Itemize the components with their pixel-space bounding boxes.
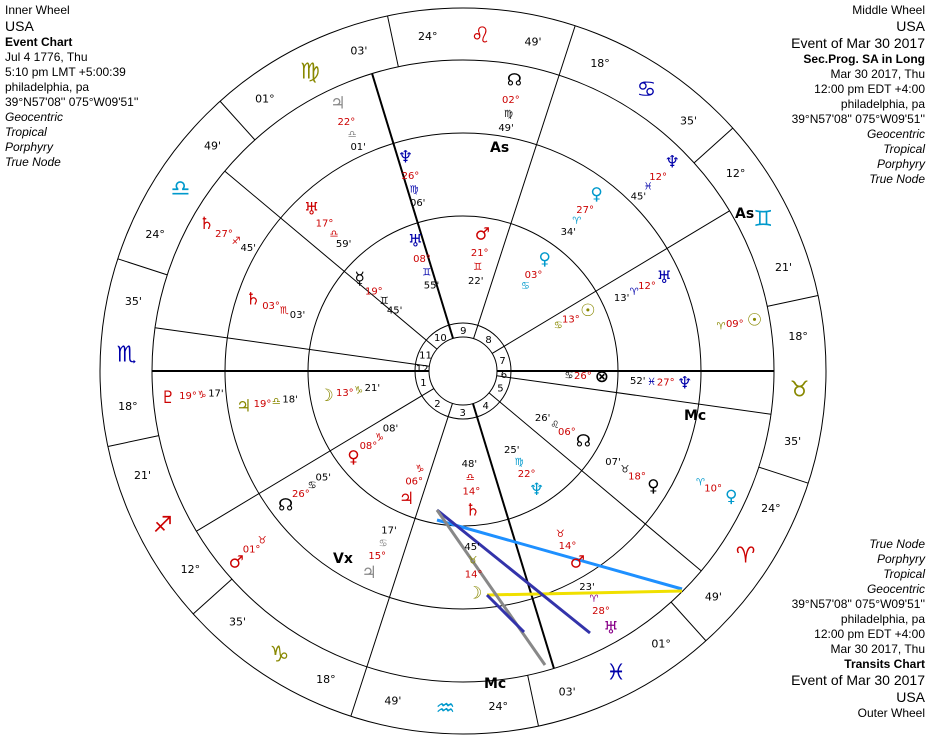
sign-boundary-line xyxy=(108,436,159,447)
axis-label: Mc xyxy=(484,676,507,692)
middle-planet-sign: ♏ xyxy=(279,305,289,317)
outer-planet-glyph: ♆ xyxy=(664,152,680,173)
inner-planet-minute: 45' xyxy=(386,305,403,317)
outer-planet-glyph: ♇ xyxy=(160,387,176,408)
outer-planet-glyph: ☉ xyxy=(746,310,763,331)
inner-zodiac-4: True Node xyxy=(5,155,61,169)
outer-zodiac-4: Geocentric xyxy=(866,582,925,596)
middle-planet-minute: 07' xyxy=(605,457,621,469)
inner-wheel-label: Inner Wheel xyxy=(5,3,70,17)
sign-degree-label: 24° xyxy=(145,227,165,241)
outer-planet-degree: 22° xyxy=(337,116,356,128)
middle-planet-glyph: ☊ xyxy=(278,495,294,516)
sign-minute-label: 49' xyxy=(524,35,542,49)
middle-planet-glyph: ♆ xyxy=(677,373,693,394)
axis-label: Mc xyxy=(684,408,707,424)
sign-minute-label: 03' xyxy=(350,44,368,58)
sign-degree-label: 01° xyxy=(255,92,275,106)
middle-planet-degree: 18° xyxy=(628,471,646,483)
sign-minute-label: 49' xyxy=(384,694,402,708)
middle-planet-minute: 45' xyxy=(464,541,480,553)
middle-zodiac-3: Porphyry xyxy=(876,157,925,171)
middle-planet-sign: ♓ xyxy=(647,376,657,388)
middle-planet-degree: 26° xyxy=(401,170,420,182)
middle-planet-degree: 14° xyxy=(558,541,577,553)
outer-planet-glyph: ☊ xyxy=(506,70,522,91)
inner-chart-place: philadelphia, pa xyxy=(5,80,90,94)
inner-planet-sign: ♑ xyxy=(415,463,425,475)
house-cusp-line xyxy=(474,75,560,338)
inner-planet-degree: 14° xyxy=(462,486,481,498)
inner-planet-sign: ♊ xyxy=(422,267,432,279)
middle-chart-event: Event of Mar 30 2017 xyxy=(791,35,925,51)
sign-boundary-line xyxy=(118,259,167,275)
house-cusp-line xyxy=(196,389,433,532)
inner-planet-degree: 22° xyxy=(517,468,536,480)
inner-planet-degree: 21° xyxy=(470,248,489,260)
house-cusps xyxy=(108,16,818,726)
outer-chart-date: Mar 30 2017, Thu xyxy=(830,642,925,656)
inner-planet-sign: ♍ xyxy=(514,456,524,468)
house-number: 10 xyxy=(434,332,447,344)
sign-boundary-line xyxy=(388,16,399,67)
wheel-ring-5 xyxy=(429,334,497,405)
sign-degree-label: 12° xyxy=(180,563,201,577)
inner-planet-degree: 13° xyxy=(561,314,580,326)
sign-minute-label: 21' xyxy=(774,260,793,274)
sign-degree-label: 01° xyxy=(651,637,671,651)
outer-zodiac-2: Porphyry xyxy=(876,552,925,566)
outer-planet-glyph: ♀ xyxy=(725,487,738,508)
zodiac-sign-glyph: ♑ xyxy=(269,642,290,668)
outer-planet-degree: 28° xyxy=(592,606,610,618)
inner-planet-glyph: ☽ xyxy=(318,386,334,407)
zodiac-sign-glyph: ♍ xyxy=(300,59,320,85)
middle-planet-degree: 03° xyxy=(262,300,280,312)
outer-planet-sign: ♑ xyxy=(197,389,207,401)
house-number: 7 xyxy=(499,356,506,368)
outer-planet-degree: 10° xyxy=(704,483,723,495)
inner-chart-type: Event Chart xyxy=(5,35,73,49)
inner-planet-glyph: ☊ xyxy=(575,431,591,452)
outer-planet-minute: 45' xyxy=(240,243,256,254)
outer-planet-minute: 49' xyxy=(498,122,514,134)
inner-planet-sign: ♎ xyxy=(465,472,475,484)
middle-planet-minute: 59' xyxy=(335,239,352,251)
sign-degree-label: 12° xyxy=(725,166,746,180)
middle-chart-date: Mar 30 2017, Thu xyxy=(830,67,925,81)
inner-planet-degree: 26° xyxy=(574,371,592,383)
inner-planet-sign: ♋ xyxy=(520,281,530,293)
middle-planet-sign: ♈ xyxy=(629,287,639,299)
inner-planet-sign: ♋ xyxy=(553,320,563,332)
inner-planet-glyph: ♂ xyxy=(474,224,490,245)
zodiac-sign-glyph: ♋ xyxy=(636,77,657,103)
middle-zodiac-2: Tropical xyxy=(883,142,925,156)
inner-planet-glyph: ⊗ xyxy=(594,366,610,387)
outer-planet-glyph: ♅ xyxy=(603,618,619,639)
sign-minute-label: 21' xyxy=(133,469,152,483)
inner-zodiac-2: Tropical xyxy=(5,125,47,139)
middle-planet-glyph: ♀ xyxy=(590,184,603,205)
house-cusp-line xyxy=(155,328,429,367)
outer-zodiac-1: True Node xyxy=(869,537,925,551)
outer-planet-degree: 09° xyxy=(725,319,744,331)
inner-chart-name: USA xyxy=(5,18,34,34)
middle-chart-name: USA xyxy=(896,18,925,34)
inner-planet-minute: 26' xyxy=(534,413,551,424)
sign-minute-label: 49' xyxy=(204,139,222,153)
middle-planet-sign: ♉ xyxy=(555,529,565,541)
middle-planet-glyph: ♅ xyxy=(303,199,320,220)
sign-minute-label: 35' xyxy=(228,615,247,629)
inner-planet-minute: 22' xyxy=(468,275,484,287)
inner-planet-minute: 48' xyxy=(461,458,478,470)
middle-planet-minute: 06' xyxy=(409,197,426,209)
middle-zodiac-4: True Node xyxy=(869,172,925,186)
middle-planet-degree: 12° xyxy=(638,281,656,293)
house-number: 2 xyxy=(434,399,441,411)
inner-planet-degree: 08° xyxy=(359,440,378,452)
sign-degree-label: 18° xyxy=(316,672,336,686)
inner-zodiac-1: Geocentric xyxy=(5,110,64,124)
zodiac-sign-glyph: ♐ xyxy=(152,512,173,538)
inner-planet-glyph: ☿ xyxy=(354,268,365,289)
inner-planet-minute: 08' xyxy=(382,423,399,435)
outer-planet-degree: 12° xyxy=(649,171,668,183)
middle-chart-coords: 39°N57'08'' 075°W09'51'' xyxy=(791,112,925,126)
sign-degree-label: 18° xyxy=(590,57,610,71)
outer-planet-sign: ♎ xyxy=(347,129,357,141)
middle-planet-glyph: ♃ xyxy=(361,563,377,584)
middle-planet-glyph: ☽ xyxy=(466,583,483,604)
middle-planet-sign: ♎ xyxy=(271,396,281,408)
inner-chart-coords: 39°N57'08'' 075°W09'51'' xyxy=(5,95,139,109)
middle-planet-minute: 03' xyxy=(289,310,306,322)
inner-planet-glyph: ♅ xyxy=(407,231,424,252)
inner-planet-sign: ♊ xyxy=(473,262,483,274)
inner-planet-degree: 03° xyxy=(524,269,543,281)
inner-planet-sign: ♑ xyxy=(354,385,364,397)
middle-chart-place: philadelphia, pa xyxy=(840,97,925,111)
middle-planet-degree: 17° xyxy=(315,218,334,230)
inner-planet-glyph: ♄ xyxy=(465,500,481,521)
inner-planet-degree: 19° xyxy=(364,286,383,298)
zodiac-signs xyxy=(117,23,810,721)
middle-zodiac-1: Geocentric xyxy=(866,127,925,141)
middle-planet-sign: ♋ xyxy=(378,538,388,550)
house-number: 6 xyxy=(500,369,508,381)
inner-chart-time: 5:10 pm LMT +5:00:39 xyxy=(5,65,126,79)
inner-planet-degree: 08° xyxy=(413,254,431,266)
sign-boundary-line xyxy=(671,602,706,641)
middle-planet-glyph: ♀ xyxy=(647,476,660,497)
outer-wheel-label: Outer Wheel xyxy=(857,706,925,720)
sign-degree-label: 24° xyxy=(488,700,508,714)
middle-planet-glyph: ♅ xyxy=(656,268,672,289)
outer-planet-sign: ♐ xyxy=(231,236,241,247)
sign-boundary-line xyxy=(193,579,232,614)
outer-planet-degree: 19° xyxy=(179,391,197,403)
outer-planet-sign: ♉ xyxy=(257,535,267,547)
sign-degree-label: 18° xyxy=(118,400,138,414)
sign-minute-label: 49' xyxy=(704,590,722,604)
house-number: 12 xyxy=(415,364,429,376)
inner-planet-glyph: ♀ xyxy=(347,447,360,468)
middle-planet-sign: ♎ xyxy=(329,228,339,240)
outer-planet-glyph: ♄ xyxy=(199,214,215,234)
outer-planet-glyph: ♃ xyxy=(330,93,346,114)
inner-planet-minute: 21' xyxy=(364,382,381,394)
outer-planet-degree: 27° xyxy=(215,229,233,240)
inner-planet-degree: 13° xyxy=(335,387,354,399)
middle-planet-degree: 15° xyxy=(368,550,387,562)
aspect-line xyxy=(437,510,590,633)
outer-planet-sign: ♈ xyxy=(716,321,726,333)
middle-chart-time: 12:00 pm EDT +4:00 xyxy=(814,82,925,96)
inner-planet-sign: ♑ xyxy=(374,432,384,444)
inner-planet-degree: 06° xyxy=(558,427,576,438)
sign-degree-label: 24° xyxy=(761,502,781,516)
middle-planet-sign: ♍ xyxy=(409,184,419,196)
sign-boundary-line xyxy=(694,128,733,163)
zodiac-sign-glyph: ♉ xyxy=(789,377,810,403)
middle-planet-degree: 27° xyxy=(576,204,595,216)
sign-boundary-line xyxy=(759,467,808,483)
outer-chart-coords: 39°N57'08'' 075°W09'51'' xyxy=(791,597,925,611)
house-number: 5 xyxy=(497,383,504,395)
middle-planet-glyph: ♃ xyxy=(236,396,252,417)
house-number: 8 xyxy=(485,334,492,346)
inner-planet-glyph: ♆ xyxy=(529,479,545,500)
inner-planet-sign: ♋ xyxy=(564,370,574,382)
middle-planet-minute: 17' xyxy=(381,525,397,537)
middle-planet-glyph: ♆ xyxy=(397,147,414,168)
middle-planet-degree: 14° xyxy=(464,569,483,581)
outer-planet-glyph: ♂ xyxy=(228,552,244,573)
inner-chart-date: Jul 4 1776, Thu xyxy=(5,50,88,64)
inner-planet-minute: 25' xyxy=(504,445,520,457)
house-number: 1 xyxy=(420,377,427,389)
outer-planet-minute: 01' xyxy=(350,142,366,154)
axis-label: As xyxy=(490,140,510,156)
outer-chart-name: USA xyxy=(896,689,925,705)
zodiac-sign-glyph: ♏ xyxy=(116,342,137,368)
inner-planet-glyph: ☉ xyxy=(580,301,596,322)
middle-planet-degree: 26° xyxy=(292,489,310,501)
zodiac-sign-glyph: ♌ xyxy=(470,23,491,49)
zodiac-sign-glyph: ♎ xyxy=(170,176,191,202)
middle-planet-sign: ♋ xyxy=(307,480,317,492)
outer-planet-minute: 23' xyxy=(579,581,595,593)
middle-planet-minute: 34' xyxy=(560,227,577,239)
sign-boundary-line xyxy=(559,26,575,75)
outer-planet-minute: 17' xyxy=(208,388,224,400)
middle-planet-degree: 27° xyxy=(656,377,675,389)
outer-chart-place: philadelphia, pa xyxy=(840,612,925,626)
house-number: 3 xyxy=(459,407,466,419)
outer-chart-time: 12:00 pm EDT +4:00 xyxy=(814,627,925,641)
sign-boundary-line xyxy=(528,675,539,726)
middle-planet-degree: 19° xyxy=(253,398,272,410)
sign-minute-label: 35' xyxy=(124,294,142,308)
inner-planet-sign: ♊ xyxy=(379,296,389,308)
sign-minute-label: 03' xyxy=(558,685,576,699)
outer-planet-minute: 45' xyxy=(630,191,647,203)
sign-minute-label: 35' xyxy=(784,435,802,449)
outer-planet-sign: ♈ xyxy=(695,477,705,489)
zodiac-sign-glyph: ♒ xyxy=(435,696,456,722)
middle-planet-minute: 05' xyxy=(315,472,331,484)
sign-degree-label: 18° xyxy=(788,329,808,343)
inner-planet-minute: 55' xyxy=(423,280,440,292)
outer-zodiac-3: Tropical xyxy=(883,567,925,581)
middle-planet-minute: 13' xyxy=(613,293,630,305)
middle-planet-minute: 18' xyxy=(282,394,298,406)
house-cusp-line xyxy=(225,171,440,349)
aspect-line xyxy=(487,595,524,632)
middle-planet-sign: ♉ xyxy=(468,555,478,567)
axis-label: Vx xyxy=(333,551,353,567)
sign-minute-label: 35' xyxy=(679,114,698,128)
middle-planet-glyph: ♂ xyxy=(569,552,585,573)
outer-chart-event: Event of Mar 30 2017 xyxy=(791,672,925,688)
sign-boundary-line xyxy=(220,101,255,140)
middle-wheel-label: Middle Wheel xyxy=(852,3,925,17)
middle-planet-sign: ♉ xyxy=(620,464,630,476)
house-number: 9 xyxy=(460,326,467,338)
inner-zodiac-3: Porphyry xyxy=(5,140,54,154)
middle-planet-minute: 52' xyxy=(630,376,646,388)
inner-planet-glyph: ♀ xyxy=(538,249,551,270)
outer-chart-method: Transits Chart xyxy=(844,657,925,671)
inner-planet-sign: ♌ xyxy=(550,420,560,431)
house-number: 11 xyxy=(419,350,432,362)
sign-boundary-line xyxy=(767,296,818,307)
zodiac-sign-glyph: ♈ xyxy=(735,543,756,569)
middle-planet-sign: ♈ xyxy=(572,216,582,228)
middle-planet-glyph: ♄ xyxy=(245,289,261,310)
inner-planet-degree: 06° xyxy=(405,476,424,488)
zodiac-sign-glyph: ♓ xyxy=(606,660,626,686)
outer-planet-sign: ♍ xyxy=(504,108,513,120)
axis-label: As xyxy=(735,206,755,222)
outer-planet-degree: 02° xyxy=(502,95,520,107)
house-number: 4 xyxy=(482,401,489,413)
inner-planet-glyph: ♃ xyxy=(398,488,415,509)
house-cusp-line xyxy=(473,404,554,669)
sign-boundary-line xyxy=(351,667,367,716)
middle-chart-method: Sec.Prog. SA in Long xyxy=(803,52,925,66)
sign-degree-label: 24° xyxy=(418,29,438,43)
outer-planet-degree: 01° xyxy=(242,544,261,556)
outer-planet-sign: ♓ xyxy=(643,181,653,193)
outer-planet-sign: ♈ xyxy=(589,593,599,605)
zodiac-sign-glyph: ♊ xyxy=(753,207,774,233)
